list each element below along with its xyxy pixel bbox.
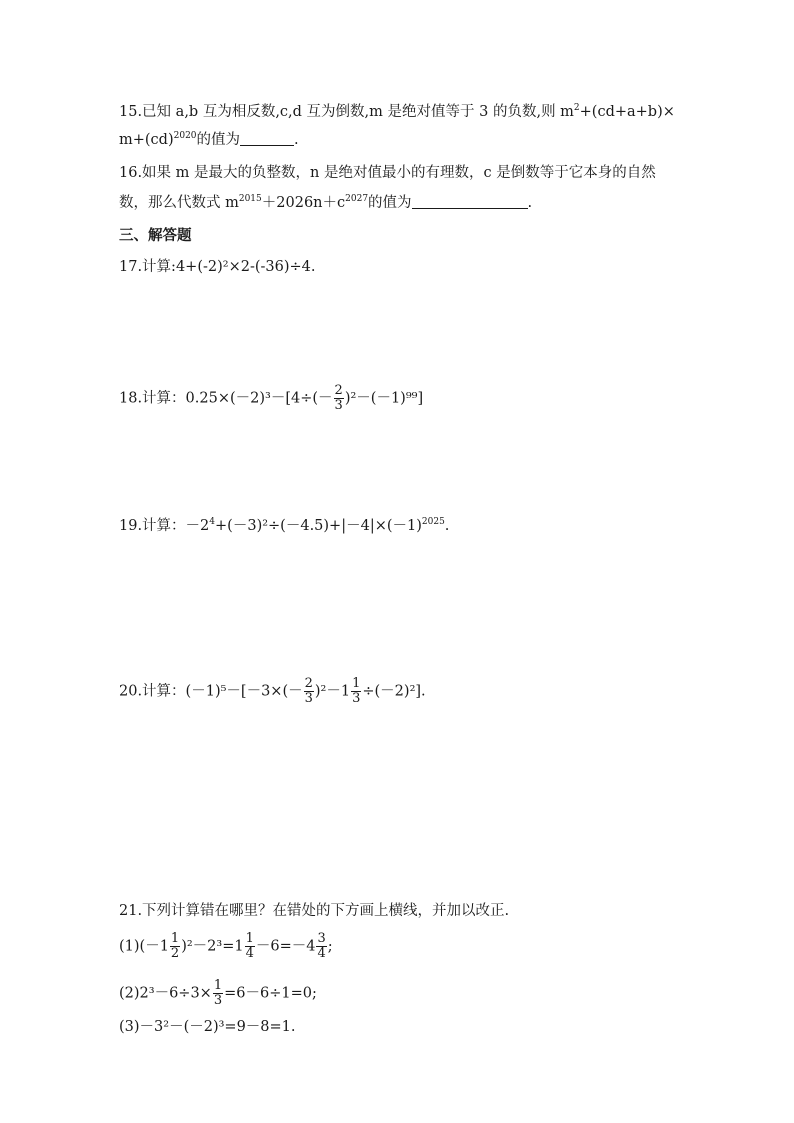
fraction: $\frac{3}{4}$: [317, 931, 326, 961]
fraction: $\frac{1}{3}$: [352, 676, 361, 706]
question-16-line-2: 数，那么代数式 $m^{2015}+2026n+c^{2027}$的值为 .: [119, 194, 533, 211]
question-15-line-2: m+(cd)$^{2020}$的值为 .: [119, 131, 299, 148]
question-21-prompt: 21.下列计算错在哪里？在错处的下方画上横线，并加以改正.: [119, 903, 510, 919]
fraction: $\frac{1}{3}$: [213, 978, 223, 1008]
answer-blank[interactable]: [240, 131, 294, 146]
question-16-line-1: 16.如果 m 是最大的负整数，n 是绝对值最小的有理数，c 是倒数等于它本身的自然: [119, 165, 656, 181]
section-heading: 三、解答题: [119, 228, 192, 244]
question-20: 20.计算：(－1)⁵－[－3×(－ $\frac{2}{3}$ )²－1 $\frac{1}{3}$ ÷(－2)²].: [119, 676, 426, 706]
fraction: $\frac{2}{3}$: [334, 383, 343, 413]
fraction: $\frac{2}{3}$: [304, 676, 313, 706]
question-21-item-3: (3)－3²－(－2)³=9－8=1.: [119, 1019, 296, 1035]
fraction: $\frac{1}{2}$: [170, 931, 180, 961]
fraction: $\frac{1}{4}$: [245, 931, 254, 961]
question-21-item-2: (2)2³－6÷3× $\frac{1}{3}$ =6－6÷1=0;: [119, 978, 317, 1008]
answer-blank[interactable]: [412, 194, 528, 209]
question-17: 17.计算:4+(-2)²×2-(-36)÷4.: [119, 259, 316, 275]
question-21-item-1: (1)(－1 $\frac{1}{2}$ )²－2³=1 $\frac{1}{4}$ －6=－4 $\frac{3}{4}$ ;: [119, 931, 333, 961]
question-15-line-1: 15.已知 a,b 互为相反数,c,d 互为倒数,m 是绝对值等于 3 的负数,则 $m^2+(cd+a+b)\times$: [119, 103, 675, 120]
question-18: 18.计算：0.25×(－2)³－[4÷(－ $\frac{2}{3}$ )²－(－1)⁹⁹]: [119, 383, 424, 413]
question-19: 19.计算：$-2^4+(-3)^2\div(-4.5)+|-4|\times(-1)^{2025}$.: [119, 517, 450, 534]
